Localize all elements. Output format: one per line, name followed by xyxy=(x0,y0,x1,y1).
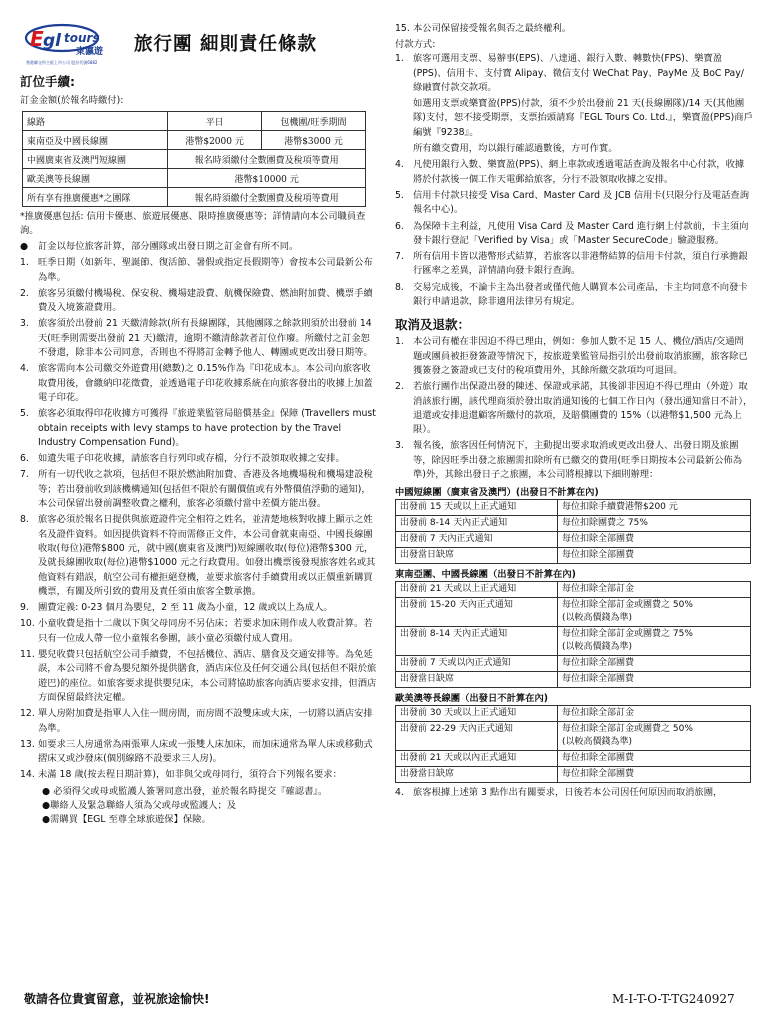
table-row xyxy=(23,188,366,207)
deposit-bullet xyxy=(20,240,378,254)
right-column xyxy=(395,22,753,803)
left-column xyxy=(20,72,378,828)
term-15-list xyxy=(395,22,753,36)
table-cell: 出發前 21 天或以上正式通知 xyxy=(396,582,558,598)
term-number: 6. xyxy=(20,453,29,465)
term-text: 報名後，旅客因任何情況下，主動提出要求取消或更改出發人、出發日期及旅團等，除因旺季出發之旅團需扣除所有已繳交的費用(旺季日期按本公司最新公佈為準)外，其餘出發日子之旅團，本公司將根據以下細則辦理： xyxy=(413,440,743,481)
term-text: 如要求三人房通常為兩張單人床或一張雙人床加床，而加床通常為單人床或移動式摺床又或沙發床(個別線路不設要求三人房)。 xyxy=(38,738,373,765)
term-item xyxy=(395,786,753,800)
table-cell: 報名時須繳付全數團費及稅項等費用 xyxy=(168,188,366,207)
table-row xyxy=(23,169,366,188)
term-number: 13. xyxy=(20,738,35,750)
term-number: 14. xyxy=(20,769,35,781)
table-row xyxy=(396,598,751,627)
term-text: 信用卡付款只接受 Visa Card、Master Card 及 JCB 信用卡(只限分行及電話查詢報名中心)。 xyxy=(413,189,750,216)
cancel-heading: 取消及退款： xyxy=(395,317,471,333)
term-number: 10. xyxy=(20,618,35,630)
term-item xyxy=(20,407,378,450)
table-row xyxy=(23,131,366,150)
table-cell: 線路 xyxy=(23,112,168,131)
term-item xyxy=(395,439,753,482)
term-text: 本公司保留接受報名與否之最終權利。 xyxy=(413,23,572,34)
term-item xyxy=(395,142,753,156)
term-number: 3. xyxy=(20,318,29,330)
term-item xyxy=(20,707,378,736)
svg-text:gl: gl xyxy=(43,31,61,51)
table-cell: 每位扣除全部訂金 xyxy=(558,706,751,722)
term-text: 單人房附加費是指單人入住一間房間，而房間不設雙床或大床，一切將以酒店安排為準。 xyxy=(38,708,373,734)
cancel-table-heading: 中國短線團（廣東省及澳門）(出發日不計算在內) xyxy=(395,487,599,499)
term-item xyxy=(20,768,378,782)
term-item xyxy=(20,468,378,511)
term-item xyxy=(395,220,753,249)
table-cell: 東南亞及中國長線團 xyxy=(23,131,168,150)
booking-heading: 訂位手續: xyxy=(20,74,75,89)
table-row xyxy=(396,582,751,598)
svg-text:tours: tours xyxy=(64,31,100,45)
term-text: 嬰兒收費只包括航空公司手續費，不包括機位、酒店、膳食及交通安排等。為免延誤，本公司將不會為嬰兒額外提供膳食，酒店床位及任何交通公具(包括但不限於旅遊巴)的座位。如旅客要求提供嬰兒床，本公司將協助旅客向酒店要求安排，但酒店方面保留最終決定權。 xyxy=(38,649,377,703)
table-row xyxy=(23,150,366,169)
table-cell: 每位扣除全部團費 xyxy=(558,656,751,672)
term-item xyxy=(20,362,378,405)
table-cell: 每位扣除全部團費 xyxy=(558,751,751,767)
term-text: 若旅行團作出保證出發的陳述、保證或承諾，其後卻非因迫不得已理由（外遊）取消該旅行團，該代理商須於發出取消通知後的七個工作日內（發出通知當日不計），退還或安排退還顧客所繳付的款項，及賠償團費的 15%（以港幣$1,500 元為上限）。 xyxy=(413,381,753,436)
footer-message: 敬請各位貴賓留意，並祝旅途愉快! xyxy=(24,992,210,1006)
term-item xyxy=(20,738,378,767)
table-cell: 出發前 15-20 天內正式通知 xyxy=(396,598,558,627)
document-title: 旅行團 細則責任條款 xyxy=(134,34,317,55)
term-item xyxy=(395,22,753,36)
table-cell: 報名時須繳付全數團費及稅項等費用 xyxy=(168,150,366,169)
table-row xyxy=(396,767,751,783)
document-code: M-I-T-O-T-TG240927 xyxy=(612,992,735,1006)
term-text: 為保障卡主利益，凡使用 Visa Card 及 Master Card 進行網上付款前，卡主須向發卡銀行登記「Verified by Visa」或「Master SecureCode」驗證服務。 xyxy=(413,220,749,246)
requirement-item: ●需購買【EGL 至尊全球旅遊保】保險。 xyxy=(42,814,211,826)
term-item xyxy=(395,335,753,378)
term-number: 6. xyxy=(395,220,404,232)
table-cell: 港幣$2000 元 xyxy=(168,131,262,150)
left-terms-list xyxy=(20,256,378,782)
table-cell: 包機團/旺季期間 xyxy=(261,112,365,131)
table-row xyxy=(396,656,751,672)
table-cell: 每位扣除全部訂金 xyxy=(558,582,751,598)
term-item xyxy=(395,52,753,95)
table-row xyxy=(396,751,751,767)
term-number: 9. xyxy=(20,602,29,614)
table-cell: 出發當日缺席 xyxy=(396,548,558,564)
egl-tours-logo xyxy=(24,22,116,68)
term-item xyxy=(20,617,378,646)
cancel-list xyxy=(395,335,753,482)
term-text: 所有繳交費用，均以銀行確認過數後，方可作實。 xyxy=(413,143,618,155)
term-number: 11. xyxy=(20,649,35,661)
term-item xyxy=(20,287,378,316)
table-cell: 出發前 30 天或以上正式通知 xyxy=(396,706,558,722)
term-text: 如遺失電子印花收據，請旅客自行列印或存檔，分行不設領取收據之安排。 xyxy=(38,453,345,465)
table-row xyxy=(396,532,751,548)
age-requirements xyxy=(20,785,378,828)
term-text: 所有一切代收之款項，包括但不限於燃油附加費、香港及各地機場稅和機場建設稅等；若出發前收到該機構通知(包括但不限於有關價值或有外幣價值浮動的通知)，本公司保留出發前調整收費之權利，旅客必須繳付當中差價方能出發。 xyxy=(38,469,373,510)
term-number: 8. xyxy=(20,514,29,526)
table-cell: 出發當日缺席 xyxy=(396,767,558,783)
requirement-item: ●聯絡人及緊急聯絡人須為父或母或監護人；及 xyxy=(42,799,237,811)
table-cell: 出發前 22-29 天內正式通知 xyxy=(396,722,558,751)
requirement-item: ● 必須得父或母或監護人簽署同意出發，並於報名時提交『確認書』。 xyxy=(42,785,328,797)
table-cell: 出發前 8-14 天內正式通知 xyxy=(396,516,558,532)
table-cell: 每位扣除全部團費 xyxy=(558,548,751,564)
term-number: 12. xyxy=(20,708,35,720)
table-cell: 每位扣除全部團費 xyxy=(558,672,751,688)
term-number: 7. xyxy=(395,251,404,263)
table-row xyxy=(396,627,751,656)
table-cell: 中國廣東省及澳門短線團 xyxy=(23,150,168,169)
term-number: 1. xyxy=(395,53,404,65)
term-number: 15. xyxy=(395,23,410,34)
table-cell: 每位扣除團費之 75% xyxy=(558,516,751,532)
term-number: 5. xyxy=(20,408,29,420)
table-cell: 平日 xyxy=(168,112,262,131)
table-row xyxy=(396,548,751,564)
term-text: 旅客需向本公司繳交外遊費用(總數)之 0.15%作為『印花成本』。本公司向旅客收取費用後，會繳納印花徵費，並透過電子印花收據系統在向旅客發出的收據上加蓋電子印花。 xyxy=(38,363,373,403)
svg-text:東瀛遊: 東瀛遊 xyxy=(76,47,104,57)
term-number: 2. xyxy=(20,287,29,299)
term-item xyxy=(395,380,753,437)
table-cell: 每位扣除全部團費 xyxy=(558,767,751,783)
table-row xyxy=(396,500,751,516)
term-item xyxy=(20,317,378,360)
term-item xyxy=(395,158,753,187)
term-item xyxy=(20,452,378,466)
term-item xyxy=(20,256,378,285)
term-number: 3. xyxy=(395,440,404,452)
term-number: 4. xyxy=(20,363,29,375)
table-row xyxy=(396,706,751,722)
table-cell: 港幣$3000 元 xyxy=(261,131,365,150)
cancel-fee-table xyxy=(395,499,751,564)
table-cell: 每位扣除全部訂金或團費之 75% (以較高價錢為準) xyxy=(558,627,751,656)
table-cell: 出發當日缺席 xyxy=(396,672,558,688)
table-cell: 出發前 15 天或以上正式通知 xyxy=(396,500,558,516)
term-number: 7. xyxy=(20,469,29,481)
payment-heading: 付款方式: xyxy=(395,39,436,51)
term-number: 2. xyxy=(395,381,404,393)
term-item xyxy=(20,648,378,705)
table-cell: 出發前 21 天或以內正式通知 xyxy=(396,751,558,767)
term-text: 未滿 18 歲(按去程日期計算)，如非與父或母同行，須符合下列報名要求： xyxy=(38,769,342,781)
term-4-list xyxy=(395,786,753,800)
term-number: 1. xyxy=(20,257,29,269)
term-number: 1. xyxy=(395,336,404,348)
term-item xyxy=(20,513,378,599)
table-row xyxy=(396,516,751,532)
term-text: 旅客可選用支票、易辦事(EPS)、八達通、銀行入數、轉數快(FPS)、樂寶盈(PPS)、信用卡、支付寶 Alipay、微信支付 WeChat Pay、PayMe 及 BoC Pay/綠融寶付款交款項。 xyxy=(413,53,744,93)
svg-text:E: E xyxy=(30,27,44,51)
svg-text:香港聯交所主板上市公司 股份代號6882: 香港聯交所主板上市公司 股份代號6882 xyxy=(26,60,98,65)
term-text: 團費定義: 0-23 個月為嬰兒，2 至 11 歲為小童，12 歲或以上為成人。 xyxy=(38,602,333,614)
bullet-icon: ● xyxy=(20,241,29,252)
table-cell: 出發前 7 天內正式通知 xyxy=(396,532,558,548)
cancel-fee-table xyxy=(395,705,751,783)
cancel-fee-table xyxy=(395,581,751,688)
promo-note: *推廣優惠包括: 信用卡優惠、旅遊展優惠、限時推廣優惠等；詳情請向本公司職員查詢。 xyxy=(20,211,366,236)
term-text: 旺季日期（如新年、聖誕節、復活節、暑假或指定長假期等）會按本公司最新公布為準。 xyxy=(38,257,373,283)
cancel-table-heading: 歐美澳等長線團（出發日不計算在內) xyxy=(395,693,548,705)
bullet-text: 訂金以每位旅客計算，部分團隊或出發日期之訂金會有所不同。 xyxy=(38,241,299,252)
term-text: 如選用支票或樂寶盈(PPS)付款，須不少於出發前 21 天(長線團隊)/14 天(其他團隊)支付，恕不接受期票，支票抬頭請寫『EGL Tours Co. Ltd.』，樂寶盈(PPS)商戶編號『9238』。 xyxy=(413,98,753,138)
deposit-subheading: 訂金金額(於報名時繳付): xyxy=(20,95,124,106)
term-text: 旅客另須繳付機場稅、保安稅、機場建設費、航機保險費、燃油附加費、機票手續費及入境簽證費用。 xyxy=(38,287,373,314)
term-text: 所有信用卡皆以港幣形式結算，若旅客以非港幣結算的信用卡付款，須自行承擔銀行匯率之差異，詳情請向發卡銀行查詢。 xyxy=(413,251,748,277)
table-row xyxy=(396,672,751,688)
cancel-tables xyxy=(395,484,753,783)
cancel-table-heading: 東南亞團、中國長線團（出發日不計算在內) xyxy=(395,569,576,581)
table-cell: 所有享有推廣優惠*之團隊 xyxy=(23,188,168,207)
term-item xyxy=(395,97,753,140)
table-cell: 出發前 8-14 天內正式通知 xyxy=(396,627,558,656)
table-cell: 歐美澳等長線團 xyxy=(23,169,168,188)
payment-list xyxy=(395,52,753,309)
term-text: 旅客須於出發前 21 天繳清餘款(所有長線團隊，其他團隊之餘款則須於出發前 14 天(旺季則需要出發前 21 天)繳清，逾期不繳清餘款者訂位作廢。所繳付之訂金恕不發還，除非本公司同意，否則也不得將訂金轉予他人、轉團或更改出發日期等。 xyxy=(38,318,373,359)
deposit-table xyxy=(22,111,366,207)
term-text: 凡使用銀行入數、樂寶盈(PPS)、網上車款或透過電話查詢及報名中心付款，收據將於付款後一個工作天電郵給旅客，分行不設領取收據之安排。 xyxy=(413,159,745,185)
term-text: 本公司有權在非因迫不得已理由，例如：參加人數不足 15 人、機位/酒店/交通問題或團員被拒發簽證等情況下，按旅遊業監管局指引於出發前取消旅團，旅客除已獲簽發之簽證或已支付的稅項費用外，其餘所繳交款項均可退回。 xyxy=(413,336,748,376)
table-cell: 港幣$10000 元 xyxy=(168,169,366,188)
table-cell: 每位扣除全部團費 xyxy=(558,532,751,548)
term-text: 旅客根據上述第 3 點作出有關要求，日後若本公司因任何原因而取消旅團， xyxy=(413,787,723,799)
term-number: 5. xyxy=(395,189,404,201)
table-cell: 出發前 7 天或以內正式通知 xyxy=(396,656,558,672)
term-item xyxy=(395,250,753,279)
term-number: 8. xyxy=(395,281,404,293)
table-cell: 每位扣除全部訂金或團費之 50% (以較高價錢為準) xyxy=(558,722,751,751)
term-number: 4. xyxy=(395,159,404,171)
term-item xyxy=(395,189,753,218)
table-cell: 每位扣除手續費港幣$200 元 xyxy=(558,500,751,516)
term-number: 4. xyxy=(395,787,404,799)
table-row xyxy=(23,112,366,131)
term-item xyxy=(20,601,378,615)
term-text: 交易完成後，不論卡主為出發者或僅代他人購買本公司產品，卡主均同意不向發卡銀行申請退款，除非適用法律另有規定。 xyxy=(413,281,748,308)
term-text: 旅客必須取得印花收據方可獲得『旅遊業監管局賠償基金』保障 (Travellers must obtain receipts with levy stamps to have protection by the Travel Industry Compensation Fund)。 xyxy=(38,408,376,448)
term-item xyxy=(395,281,753,310)
table-row xyxy=(396,722,751,751)
table-cell: 每位扣除全部訂金或團費之 50% (以較高價錢為準) xyxy=(558,598,751,627)
term-text: 旅客必須於報名日提供與旅遊證件完全相符之姓名，並清楚地核對收據上顯示之姓名及證件資料。如因提供資料不符而需修正文件，本公司會就東南亞、中國長線團收取(每位)港幣$800 元，就中國(廣東省及澳門)短線團收取(每位)港幣$300 元，及就長線團收取(每位)港幣$1000 元之行政費用。如發出機票後發現旅客姓名或其他資料有錯誤，航空公司有權拒絕登機，並要求旅客付手續費用或以正價重新購買機票，有關及所引致的費用及責任須由旅客全數承擔。 xyxy=(38,514,376,597)
term-text: 小童收費是指十二歲以下與父母同房不另佔床；若要求加床則作成人收費計算。若只有一位成人帶一位小童報名參團，該小童必須繳付成人費用。 xyxy=(38,618,373,644)
